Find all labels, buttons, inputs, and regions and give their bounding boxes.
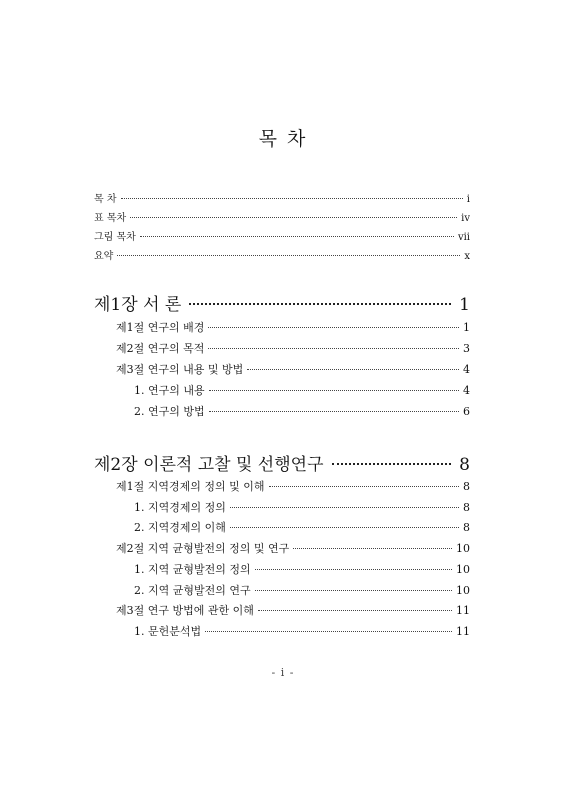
entry-label: 제3절 연구 방법에 관한 이해 <box>116 604 254 617</box>
dot-leader <box>255 590 452 591</box>
entry-page: 11 <box>456 625 470 638</box>
toc-subsection[interactable] <box>134 499 470 515</box>
entry-label: 제3절 연구의 내용 및 방법 <box>116 363 244 376</box>
dot-leader <box>205 631 452 632</box>
entry-label: 목 차 <box>94 194 117 205</box>
entry-page: 6 <box>463 405 470 418</box>
entry-page: vii <box>457 232 470 243</box>
entry-page: 8 <box>463 501 470 514</box>
entry-label: 그림 목차 <box>94 232 136 243</box>
toc-section[interactable] <box>116 361 470 377</box>
toc-entry-front[interactable] <box>94 190 470 205</box>
dot-leader <box>258 610 452 611</box>
dot-leader <box>209 411 459 412</box>
toc-entry-front[interactable] <box>94 209 470 224</box>
entry-label: 2. 지역경제의 이해 <box>134 521 226 534</box>
entry-page: 1 <box>463 321 470 334</box>
dot-leader <box>121 198 463 199</box>
entry-page: 10 <box>456 542 470 555</box>
toc-subsection[interactable] <box>134 403 470 419</box>
entry-label: 제2절 연구의 목적 <box>116 342 205 355</box>
chapter-label: 제2장 이론적 고찰 및 선행연구 <box>94 455 324 475</box>
entry-page: 8 <box>463 480 470 493</box>
toc-subsection[interactable] <box>134 382 470 398</box>
entry-page: 11 <box>456 604 470 617</box>
dot-leader <box>117 255 460 256</box>
entry-page: 3 <box>463 342 470 355</box>
toc-subsection[interactable] <box>134 519 470 535</box>
toc-title: 목 차 <box>258 128 308 150</box>
dot-leader <box>208 348 459 349</box>
toc-section[interactable] <box>116 340 470 356</box>
toc-chapter[interactable] <box>94 290 470 315</box>
dot-leader <box>269 486 460 487</box>
toc-chapter[interactable] <box>94 450 470 475</box>
toc-entry-front[interactable] <box>94 247 470 262</box>
dot-leader <box>332 463 452 465</box>
entry-label: 1. 문헌분석법 <box>134 625 202 638</box>
entry-page: 8 <box>463 521 470 534</box>
page-number-footer: - i - <box>271 666 295 679</box>
chapter-page: 8 <box>459 455 470 475</box>
dot-leader <box>140 236 454 237</box>
entry-label: 제1절 연구의 배경 <box>116 321 205 334</box>
dot-leader <box>293 548 452 549</box>
entry-label: 제2절 지역 균형발전의 정의 및 연구 <box>116 542 290 555</box>
dot-leader <box>230 527 459 528</box>
toc-entry-front[interactable] <box>94 228 470 243</box>
entry-label: 1. 지역 균형발전의 정의 <box>134 563 251 576</box>
dot-leader <box>230 507 459 508</box>
entry-label: 2. 연구의 방법 <box>134 405 205 418</box>
toc-section[interactable] <box>116 319 470 335</box>
dot-leader <box>130 217 457 218</box>
entry-label: 표 목차 <box>94 213 127 224</box>
entry-page: 10 <box>456 584 470 597</box>
entry-page: 10 <box>456 563 470 576</box>
toc-section[interactable] <box>116 602 470 618</box>
dot-leader <box>208 327 459 328</box>
chapter-label: 제1장 서 론 <box>94 295 182 315</box>
chapter-page: 1 <box>459 295 470 315</box>
entry-label: 요약 <box>94 251 114 262</box>
toc-subsection[interactable] <box>134 582 470 598</box>
entry-label: 제1절 지역경제의 정의 및 이해 <box>116 480 265 493</box>
dot-leader <box>209 390 459 391</box>
entry-label: 2. 지역 균형발전의 연구 <box>134 584 251 597</box>
dot-leader <box>189 303 451 305</box>
entry-page: i <box>466 194 470 205</box>
entry-page: x <box>464 251 470 262</box>
entry-page: 4 <box>463 384 470 397</box>
toc-subsection[interactable] <box>134 623 470 639</box>
entry-page: iv <box>461 213 470 224</box>
toc-section[interactable] <box>116 540 470 556</box>
dot-leader <box>255 569 452 570</box>
toc-section[interactable] <box>116 478 470 494</box>
dot-leader <box>247 369 459 370</box>
entry-page: 4 <box>463 363 470 376</box>
entry-label: 1. 연구의 내용 <box>134 384 205 397</box>
toc-subsection[interactable] <box>134 561 470 577</box>
entry-label: 1. 지역경제의 정의 <box>134 501 226 514</box>
